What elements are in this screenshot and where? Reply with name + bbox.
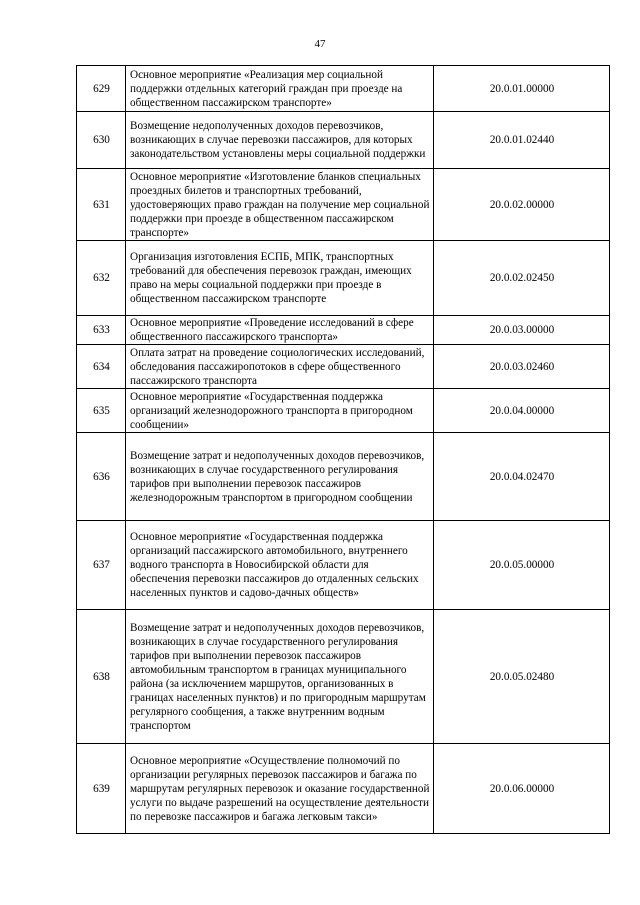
row-code: 20.0.05.00000: [434, 521, 610, 610]
row-name: Оплата затрат на проведение социологических исследований, обследования пассажиропотоков в сфере общественного пассажирского транспорта: [126, 345, 434, 389]
row-name: Основное мероприятие «Государственная поддержка организаций железнодорожного транспорта в пригородном сообщении»: [126, 389, 434, 433]
row-code: 20.0.04.02470: [434, 433, 610, 521]
row-code: 20.0.03.00000: [434, 316, 610, 345]
row-number: 630: [77, 112, 126, 169]
table-row: [77, 112, 610, 169]
row-number: 631: [77, 169, 126, 241]
row-number: 629: [77, 66, 126, 112]
row-code: 20.0.02.00000: [434, 169, 610, 241]
table-row: [77, 66, 610, 112]
row-number: 634: [77, 345, 126, 389]
budget-classification-table: [76, 65, 610, 834]
row-number: 637: [77, 521, 126, 610]
row-name: Организация изготовления ЕСПБ, МПК, транспортных требований для обеспечения перевозок граждан, имеющих право на меры социальной поддержки при проезде в общественном пассажирском транспорте: [126, 241, 434, 316]
row-number: 632: [77, 241, 126, 316]
table-row: [77, 389, 610, 433]
row-name: Основное мероприятие «Осуществление полномочий по организации регулярных перевозок пассажиров и багажа по маршрутам регулярных перевозок и оказание государственной услуги по выдаче разрешений на осуществление деятельности по перевозке пассажиров и багажа легковым такси»: [126, 744, 434, 834]
row-name: Основное мероприятие «Проведение исследований в сфере общественного пассажирского транспорта»: [126, 316, 434, 345]
row-name: Возмещение недополученных доходов перевозчиков, возникающих в случае перевозки пассажиров, для которых законодательством установлены меры социальной поддержки: [126, 112, 434, 169]
row-code: 20.0.04.00000: [434, 389, 610, 433]
row-name: Основное мероприятие «Государственная поддержка организаций пассажирского автомобильного, внутреннего водного транспорта в Новосибирской области для обеспечения перевозки пассажиров до отдаленных сельских населенных пунктов и садово-дачных обществ»: [126, 521, 434, 610]
row-number: 636: [77, 433, 126, 521]
table-row: [77, 241, 610, 316]
row-code: 20.0.01.00000: [434, 66, 610, 112]
row-number: 633: [77, 316, 126, 345]
table-row: [77, 610, 610, 744]
row-number: 639: [77, 744, 126, 834]
row-number: 638: [77, 610, 126, 744]
row-code: 20.0.02.02450: [434, 241, 610, 316]
row-code: 20.0.03.02460: [434, 345, 610, 389]
row-number: 635: [77, 389, 126, 433]
table-row: [77, 744, 610, 834]
page-number: 47: [314, 38, 326, 50]
row-name: Основное мероприятие «Изготовление бланков специальных проездных билетов и транспортных требований, удостоверяющих право граждан на получение мер социальной поддержки при проезде в общественном пассажирском транспорте»: [126, 169, 434, 241]
table-row: [77, 433, 610, 521]
table-row: [77, 316, 610, 345]
row-name: Возмещение затрат и недополученных доходов перевозчиков, возникающих в случае государственного регулирования тарифов при выполнении перевозок пассажиров автомобильным транспортом в границах муниципального района (за исключением маршрутов, организованных в границах населенных пунктов) и по пригородным маршрутам регулярного сообщения, а также внутренним водным транспортом: [126, 610, 434, 744]
row-name: Основное мероприятие «Реализация мер социальной поддержки отдельных категорий граждан при проезде на общественном пассажирском транспорте»: [126, 66, 434, 112]
row-code: 20.0.05.02480: [434, 610, 610, 744]
table-row: [77, 521, 610, 610]
row-name: Возмещение затрат и недополученных доходов перевозчиков, возникающих в случае государственного регулирования тарифов при выполнении перевозок пассажиров железнодорожным транспортом в пригородном сообщении: [126, 433, 434, 521]
row-code: 20.0.06.00000: [434, 744, 610, 834]
row-code: 20.0.01.02440: [434, 112, 610, 169]
table-row: [77, 345, 610, 389]
table-row: [77, 169, 610, 241]
